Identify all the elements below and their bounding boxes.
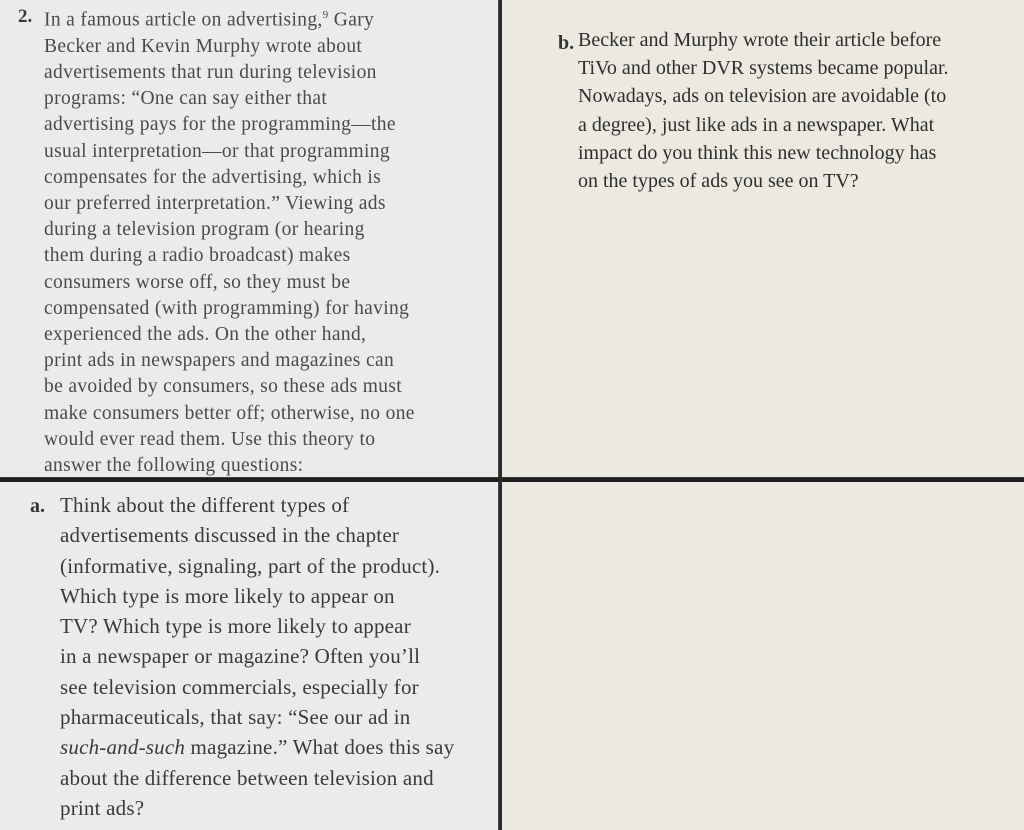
part-b-text: Becker and Murphy wrote their article before TiVo and other DVR systems became popular. Nowadays, ads on television are avoidable (to a degree), just like ads in a newspaper. What impact do you think this new technology has on the types of ads you see on TV? bbox=[578, 29, 949, 193]
part-a-text-end: magazine.” What does this say about the difference between television and print ads? bbox=[60, 735, 455, 820]
question-2-text-rest: Gary Becker and Kevin Murphy wrote about advertisements that run during television programs: “One can say either that advertising pays for the programming—the usual interpretation—or that programming compensates for the advertising, which is our preferred interpretation.” Viewing ads during a television program (or hearing them during a radio broadcast) makes consumers worse off, so they must be compensated (with programming) for having experienced the ads. On the other hand, print ads in newspapers and magazines can be avoided by consumers, so these ads must make consumers better off; otherwise, no one would ever read them. Use this theory to answer the following questions: bbox=[44, 9, 415, 476]
empty-cell bbox=[500, 479, 1024, 830]
part-a-text bbox=[60, 490, 500, 823]
question-2-text-start: In a famous article on advertising, bbox=[44, 9, 323, 31]
part-a-italic-phrase: such-and-such bbox=[60, 735, 186, 760]
part-a-label: a. bbox=[30, 495, 45, 517]
part-a-text-start: Think about the different types of advertisements discussed in the chapter (informative, signaling, part of the product). Which type is more likely to appear on TV? Which type is more likely to appear in a newspaper or magazine? Often you’ll see television commercials, especially for pharmaceuticals, that say: “See our ad in bbox=[60, 493, 441, 730]
question-2-number: 2. bbox=[18, 6, 33, 27]
question-2-text bbox=[44, 2, 504, 479]
part-b-label: b. bbox=[558, 32, 575, 54]
footnote-marker: 9 bbox=[322, 9, 329, 21]
